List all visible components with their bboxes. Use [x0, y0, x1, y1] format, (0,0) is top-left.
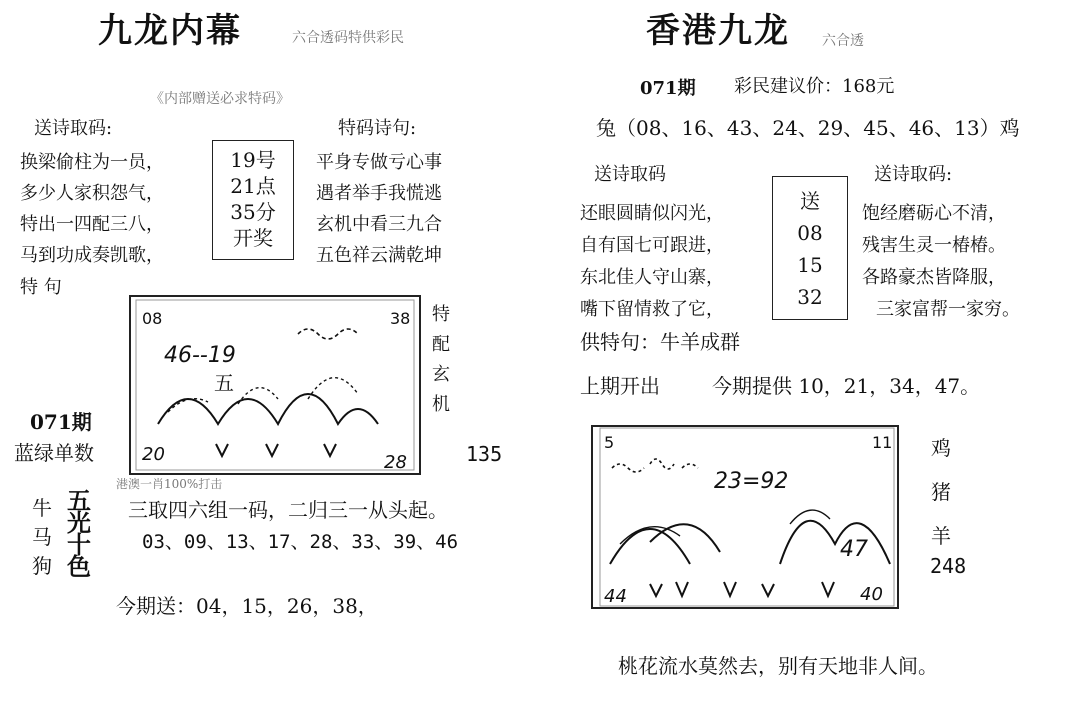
left-poem-label: 送诗取码:	[34, 118, 113, 139]
draw-hour: 21点	[230, 174, 276, 198]
center-send: 送	[800, 189, 820, 213]
draw-bottom-right: 40	[860, 584, 883, 605]
poem-line: 换梁偷柱为一员，	[20, 152, 164, 173]
right-period: 071期	[640, 78, 696, 99]
draw-label: 开奖	[233, 226, 273, 250]
draw-top-right: 11	[872, 433, 893, 452]
poem-line: 残害生灵一椿椿。	[862, 235, 1006, 256]
left-special-label: 特码诗句:	[338, 118, 417, 139]
poem-line: 马到功成奏凯歌，	[20, 245, 164, 266]
poem-line: 自有国七可跟进，	[580, 235, 724, 256]
right-side-num: 248	[930, 554, 967, 578]
draw-bottom-right: 28	[384, 452, 407, 473]
left-side-text: 特配玄机	[432, 304, 450, 415]
draw-date: 19号	[230, 148, 276, 172]
poem-line: 各路豪杰皆降服，	[862, 267, 1006, 288]
left-num-line: 03、09、13、17、28、33、39、46	[142, 531, 459, 553]
right-title: 香港九龙	[646, 11, 790, 51]
right-poem-right	[862, 198, 1020, 326]
draw-bottom-left: 44	[604, 586, 627, 607]
left-sub-note: 《内部赠送必求特码》	[150, 91, 290, 107]
right-center-box	[772, 176, 848, 320]
right-subtitle: 六合透	[822, 33, 864, 49]
right-price: 彩民建议价：168元	[734, 76, 895, 97]
right-this-period: 今期提供 10，21，34，47。	[712, 374, 981, 398]
left-animals: 牛马狗	[32, 496, 52, 578]
special-line: 玄机中看三九合	[316, 214, 442, 235]
special-line: 平身专做亏心事	[316, 152, 442, 173]
left-ad-text: 港澳一肖100%打击	[116, 477, 223, 491]
left-five-ten: 五光十色	[67, 486, 91, 581]
center-num: 32	[797, 285, 823, 309]
draw-formula: 23=92	[714, 469, 789, 494]
left-rule-line: 三取四六组一码，二归三一从头起。	[128, 498, 448, 522]
poem-line: 多少人家积怨气，	[20, 183, 164, 204]
left-today-send: 今期送：04，15，26，38，	[116, 594, 378, 618]
draw-time-box	[212, 140, 294, 260]
left-lan-lv: 蓝绿单数	[14, 441, 94, 465]
right-poem-label-right: 送诗取码:	[874, 164, 953, 185]
right-side-animals: 鸡猪羊	[931, 436, 951, 548]
draw-formula: 46--19	[164, 343, 236, 368]
right-hand-drawing	[590, 424, 902, 612]
poem-line: 三家富帮一家穷。	[876, 299, 1020, 320]
poem-line: 东北佳人守山寨，	[580, 267, 724, 288]
poem-line: 还眼圆睛似闪光，	[580, 203, 724, 224]
right-poem-label-left: 送诗取码	[594, 164, 666, 185]
right-poem-left	[580, 198, 724, 326]
draw-top-left: 5	[604, 433, 615, 452]
draw-top-right: 38	[390, 309, 411, 328]
draw-mid: 五	[214, 371, 234, 395]
right-closing: 桃花流水莫然去，别有天地非人间。	[618, 654, 938, 678]
draw-top-left: 08	[142, 309, 163, 328]
poem-line: 饱经磨砺心不清，	[862, 203, 1006, 224]
draw-bottom-left: 20	[142, 444, 165, 465]
draw-mid-num: 47	[840, 537, 868, 562]
left-title: 九龙内幕	[98, 11, 242, 51]
left-te-ju: 特 句	[20, 277, 62, 298]
left-hand-drawing	[128, 294, 424, 478]
center-num: 08	[797, 221, 823, 245]
left-special-poem	[316, 147, 442, 271]
left-poem	[20, 147, 164, 271]
right-animals-line: 兔（08、16、43、24、29、45、46、13）鸡	[596, 116, 1020, 140]
center-num: 15	[797, 253, 823, 277]
right-last-period: 上期开出	[580, 374, 660, 398]
special-line: 遇者举手我慌逃	[316, 183, 442, 204]
poem-line: 特出一四配三八，	[20, 214, 164, 235]
left-subtitle: 六合透码特供彩民	[292, 30, 404, 46]
right-special-phrase: 供特句：牛羊成群	[580, 330, 740, 354]
left-side-num: 135	[466, 442, 503, 466]
left-period: 071期	[30, 410, 92, 434]
special-line: 五色祥云满乾坤	[316, 245, 442, 266]
poem-line: 嘴下留情救了它，	[580, 299, 724, 320]
draw-minute: 35分	[230, 200, 276, 224]
